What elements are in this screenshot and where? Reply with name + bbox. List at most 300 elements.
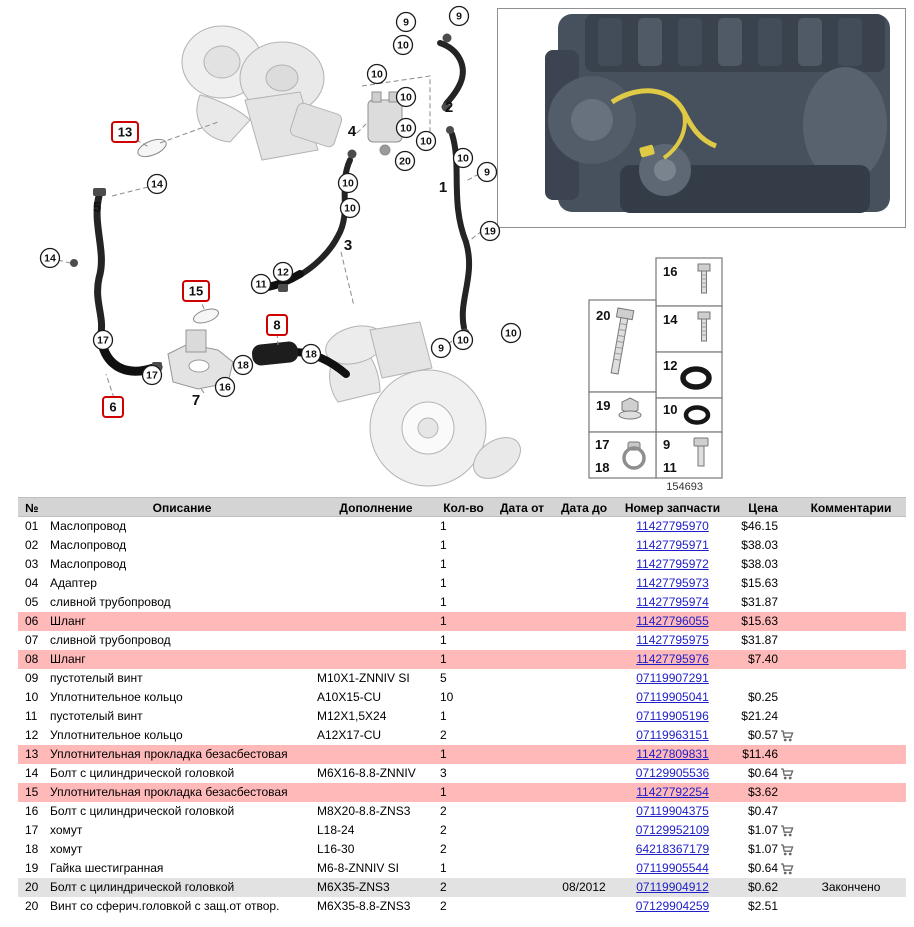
cell-supplement [316, 574, 436, 593]
legend-number: 14 [663, 312, 678, 327]
callout-label: 18 [237, 359, 249, 372]
cell-price: $0.25 [747, 690, 778, 704]
cell-date-to [553, 802, 615, 821]
cell-description: Шланг [50, 652, 86, 666]
cell-num: 03 [25, 557, 39, 571]
cart-slot-empty [778, 688, 796, 707]
add-to-cart-icon[interactable] [778, 821, 796, 840]
cell-num: 02 [25, 538, 39, 552]
cell-date-from [491, 764, 553, 783]
part-number-link[interactable]: 07119963151 [636, 728, 709, 742]
callout-10[interactable] [397, 119, 416, 138]
cell-comment [796, 650, 906, 669]
cell-description: Уплотнительное кольцо [50, 690, 183, 704]
legend-number: 10 [663, 402, 678, 417]
legend-number: 20 [596, 308, 611, 323]
column-header-date-from: Дата от [499, 501, 544, 515]
callout-label: 7 [191, 392, 201, 409]
part-number-link[interactable]: 11427795975 [636, 633, 709, 647]
column-header-qty: Кол-во [443, 501, 484, 515]
cell-date-to [553, 783, 615, 802]
callout-label: 19 [484, 225, 496, 238]
cell-supplement [316, 783, 436, 802]
cell-part-number [615, 631, 730, 650]
cell-date-to [553, 517, 615, 536]
cell-price: $15.63 [741, 576, 778, 590]
cell-part-number [615, 707, 730, 726]
cell-date-to [553, 574, 615, 593]
cell-date-to [553, 688, 615, 707]
cell-description: Уплотнительная прокладка безасбестовая [50, 785, 288, 799]
cell-date-to [553, 859, 615, 878]
cell-comment [796, 783, 906, 802]
cell-price: $0.64 [747, 766, 778, 780]
callout-label: 9 [484, 166, 490, 179]
table-row [18, 783, 906, 802]
table-row [18, 821, 906, 840]
cell-date-to [553, 593, 615, 612]
callout-10[interactable] [417, 132, 436, 151]
cell-part-number [615, 612, 730, 631]
cell-date-to [553, 669, 615, 688]
cell-description: хомут [50, 842, 83, 856]
cell-date-from [491, 897, 553, 916]
cell-date-from [491, 726, 553, 745]
callout-10[interactable] [454, 331, 473, 350]
cart-slot-empty [778, 631, 796, 650]
cell-supplement: M6X35-ZNS3 [317, 880, 390, 894]
callout-label: 10 [397, 39, 409, 52]
callout-3[interactable] [344, 237, 352, 254]
image-number: 154693 [666, 481, 703, 493]
table-row [18, 859, 906, 878]
table-row [18, 669, 906, 688]
column-header-num: № [25, 501, 39, 515]
cart-slot-empty [778, 517, 796, 536]
cell-date-from [491, 555, 553, 574]
callout-13[interactable] [112, 122, 138, 142]
part-number-link[interactable]: 07129952109 [635, 823, 710, 837]
cart-slot-empty [778, 897, 796, 916]
turbocharger-top-illustration [182, 26, 343, 160]
part-number-link[interactable]: 11427795971 [636, 538, 709, 552]
cell-supplement [316, 517, 436, 536]
cell-date-to [553, 840, 615, 859]
gasket-13 [135, 136, 168, 160]
turbocharger-bottom-illustration [321, 320, 528, 487]
callout-17[interactable] [94, 331, 113, 350]
callout-label: 10 [400, 91, 412, 104]
cell-date-to [553, 612, 615, 631]
cell-price: $1.07 [747, 823, 778, 837]
cell-qty: 1 [440, 633, 447, 647]
cell-date-from [491, 745, 553, 764]
callout-9[interactable] [450, 7, 469, 26]
cart-slot-empty [778, 536, 796, 555]
cell-comment [796, 555, 906, 574]
cell-description: Шланг [50, 614, 86, 628]
cell-date-from [491, 650, 553, 669]
cell-part-number [615, 726, 730, 745]
table-body [18, 517, 906, 916]
cell-supplement: M8X20-8.8-ZNS3 [317, 804, 411, 818]
add-to-cart-icon[interactable] [778, 859, 796, 878]
callout-label: 10 [342, 177, 354, 190]
cell-date-to [553, 555, 615, 574]
cell-date-from [491, 593, 553, 612]
callout-14[interactable] [148, 175, 167, 194]
cell-price: $11.46 [742, 747, 778, 761]
callout-label: 15 [188, 283, 204, 299]
cart-slot-empty [778, 574, 796, 593]
part-number-link[interactable]: 07119905196 [636, 709, 709, 723]
table-row [18, 726, 906, 745]
callout-9[interactable] [478, 163, 497, 182]
table-row [18, 650, 906, 669]
oil-hose-8 [251, 341, 299, 367]
cell-comment [796, 840, 906, 859]
callout-15[interactable] [183, 281, 209, 301]
callout-10[interactable] [339, 174, 358, 193]
cell-comment [796, 536, 906, 555]
callout-10[interactable] [397, 88, 416, 107]
cell-description: Болт с цилиндрической головкой [50, 766, 235, 780]
part-number-link[interactable]: 64218367179 [635, 842, 710, 856]
cell-num: 05 [25, 595, 39, 609]
callout-19[interactable] [481, 222, 500, 241]
cell-qty: 1 [440, 861, 447, 875]
cell-comment [796, 802, 906, 821]
part-number-link[interactable]: 11427795976 [636, 652, 709, 666]
legend-number: 11 [663, 460, 677, 475]
legend-number: 12 [663, 358, 678, 373]
callout-label: 10 [371, 68, 383, 81]
gasket-15 [192, 306, 220, 325]
cell-comment [796, 688, 906, 707]
callout-7[interactable] [192, 392, 200, 409]
legend-number: 19 [596, 398, 611, 413]
callout-label: 10 [457, 334, 469, 347]
cart-slot-empty [778, 707, 796, 726]
cell-supplement [316, 555, 436, 574]
cell-qty: 2 [440, 804, 447, 818]
table-row [18, 555, 906, 574]
callout-label: 3 [343, 237, 353, 254]
cell-num: 14 [25, 766, 39, 780]
part-number-link[interactable]: 11427795974 [636, 595, 709, 609]
cell-num: 01 [25, 519, 39, 533]
cell-description: пустотелый винт [50, 671, 143, 685]
table-row [18, 745, 906, 764]
table-row [18, 840, 906, 859]
cell-supplement: M6X16-8.8-ZNNIV [317, 766, 416, 780]
cell-comment [796, 574, 906, 593]
cell-price [730, 669, 778, 688]
cell-date-from [491, 859, 553, 878]
cell-part-number [615, 669, 730, 688]
part-number-link[interactable]: 07119904375 [636, 804, 709, 818]
cell-qty: 10 [440, 690, 454, 704]
cell-qty: 2 [440, 899, 447, 913]
cell-part-number [615, 840, 730, 859]
callout-4[interactable] [348, 123, 357, 140]
callout-10[interactable] [341, 199, 360, 218]
cell-price: $3.62 [747, 785, 778, 799]
cell-comment: Закончено [821, 880, 881, 894]
cell-description: сливной трубопровод [50, 595, 171, 609]
table-row [18, 802, 906, 821]
add-to-cart-icon[interactable] [778, 726, 796, 745]
cell-price: $15.63 [741, 614, 778, 628]
cart-slot-empty [778, 783, 796, 802]
callout-18[interactable] [302, 345, 321, 364]
cell-price: $0.64 [747, 861, 778, 875]
part-number-link[interactable]: 07119905544 [636, 861, 709, 875]
cell-num: 11 [25, 709, 38, 723]
callout-10[interactable] [394, 36, 413, 55]
cell-date-to: 08/2012 [562, 880, 606, 894]
callout-label: 5 [92, 199, 102, 216]
cell-supplement: M12X1,5X24 [317, 709, 387, 723]
cell-part-number [615, 897, 730, 916]
part-number-link[interactable]: 11427795972 [636, 557, 709, 571]
part-number-link[interactable]: 07129905536 [635, 766, 710, 780]
cell-num: 13 [25, 747, 39, 761]
callout-11[interactable] [252, 275, 271, 294]
cell-qty: 1 [440, 538, 447, 552]
part-number-link[interactable]: 07129904259 [635, 899, 710, 913]
cell-num: 04 [25, 576, 39, 590]
cell-part-number [615, 555, 730, 574]
callout-9[interactable] [397, 13, 416, 32]
cell-date-to [553, 745, 615, 764]
cell-description: Уплотнительное кольцо [50, 728, 183, 742]
cell-num: 08 [25, 652, 39, 666]
cell-part-number [615, 802, 730, 821]
cell-comment [796, 517, 906, 536]
part-number-link[interactable]: 11427809831 [636, 747, 709, 761]
callout-label: 6 [109, 399, 117, 415]
part-number-link[interactable]: 07119904912 [636, 880, 709, 894]
part-number-link[interactable]: 11427796055 [636, 614, 709, 628]
cell-part-number [615, 878, 730, 897]
cell-price: $38.03 [741, 538, 778, 552]
cell-supplement [316, 650, 436, 669]
callout-label: 4 [347, 123, 357, 140]
callout-16[interactable] [216, 378, 235, 397]
cell-comment [796, 669, 906, 688]
callout-label: 17 [146, 369, 158, 382]
cell-num: 09 [25, 671, 39, 685]
column-header-supplement: Дополнение [339, 501, 413, 515]
cell-num: 19 [25, 861, 39, 875]
cart-slot-empty [778, 593, 796, 612]
cell-comment [796, 707, 906, 726]
cell-part-number [615, 764, 730, 783]
callout-label: 1 [438, 179, 448, 196]
cell-date-from [491, 574, 553, 593]
cell-date-to [553, 650, 615, 669]
cell-qty: 1 [440, 747, 447, 761]
callout-label: 13 [117, 124, 133, 140]
add-to-cart-icon[interactable] [778, 764, 796, 783]
part-number-link[interactable]: 07119905041 [636, 690, 709, 704]
callout-6[interactable] [103, 397, 123, 417]
cell-qty: 5 [440, 671, 447, 685]
table-row [18, 593, 906, 612]
cell-comment [796, 897, 906, 916]
cell-supplement [316, 745, 436, 764]
callout-9[interactable] [432, 339, 451, 358]
hardware-legend [589, 258, 722, 493]
cell-date-from [491, 821, 553, 840]
cell-num: 06 [25, 614, 39, 628]
callout-label: 10 [420, 135, 432, 148]
cell-comment [796, 859, 906, 878]
cell-supplement: L18-24 [317, 823, 355, 837]
callout-8[interactable] [267, 315, 287, 335]
cell-num: 20 [25, 880, 39, 894]
cell-date-from [491, 783, 553, 802]
cell-price: $31.87 [741, 633, 778, 647]
cell-num: 07 [25, 633, 39, 647]
cell-description: хомут [50, 823, 83, 837]
cell-description: Адаптер [50, 576, 97, 590]
cell-comment [796, 764, 906, 783]
parts-table [18, 497, 906, 916]
callout-label: 20 [399, 155, 411, 168]
cell-date-to [553, 821, 615, 840]
cell-num: 10 [25, 690, 39, 704]
part-number-link[interactable]: 11427795973 [636, 576, 709, 590]
cell-qty: 1 [440, 519, 447, 533]
cell-num: 20 [25, 899, 39, 913]
table-row [18, 574, 906, 593]
callout-label: 18 [305, 348, 317, 361]
cell-description: Гайка шестигранная [50, 861, 164, 875]
cell-qty: 1 [440, 595, 447, 609]
cell-supplement: L16-30 [317, 842, 355, 856]
cell-description: сливной трубопровод [50, 633, 171, 647]
table-row [18, 878, 906, 897]
part-number-link[interactable]: 11427795970 [636, 519, 709, 533]
cell-date-from [491, 612, 553, 631]
callout-14[interactable] [41, 249, 60, 268]
cell-price: $46.15 [741, 519, 778, 533]
callout-label: 10 [457, 152, 469, 165]
cell-date-from [491, 707, 553, 726]
add-to-cart-icon[interactable] [778, 840, 796, 859]
cell-comment [796, 593, 906, 612]
cell-date-to [553, 764, 615, 783]
cell-description: Винт со сферич.головкой с защ.от отвор. [50, 899, 280, 913]
table-row [18, 707, 906, 726]
callout-12[interactable] [274, 263, 293, 282]
cart-slot-empty [778, 802, 796, 821]
cell-date-to [553, 897, 615, 916]
callout-18[interactable] [234, 356, 253, 375]
callout-label: 17 [97, 334, 109, 347]
cart-slot-empty [778, 745, 796, 764]
cell-price: $31.87 [741, 595, 778, 609]
cell-comment [796, 821, 906, 840]
callout-10[interactable] [502, 324, 521, 343]
cell-date-to [553, 707, 615, 726]
cell-date-from [491, 878, 553, 897]
callout-10[interactable] [368, 65, 387, 84]
cell-comment [796, 631, 906, 650]
column-header-comments: Комментарии [810, 501, 892, 515]
part-number-link[interactable]: 11427792254 [636, 785, 709, 799]
cell-description: Уплотнительная прокладка безасбестовая [50, 747, 288, 761]
cell-part-number [615, 536, 730, 555]
callout-17[interactable] [143, 366, 162, 385]
cell-price: $0.62 [747, 880, 778, 894]
callout-label: 9 [438, 342, 444, 355]
cell-qty: 1 [440, 652, 447, 666]
table-row [18, 612, 906, 631]
cell-price: $0.57 [747, 728, 778, 742]
cell-part-number [615, 688, 730, 707]
cell-price: $21.24 [741, 709, 778, 723]
legend-number: 17 [595, 437, 610, 452]
cell-num: 17 [25, 823, 39, 837]
cart-slot-empty [778, 555, 796, 574]
cell-description: Маслопровод [50, 538, 127, 552]
cell-price: $1.07 [747, 842, 778, 856]
cell-description: Болт с цилиндрической головкой [50, 804, 235, 818]
table-row [18, 517, 906, 536]
cell-part-number [615, 593, 730, 612]
callout-label: 2 [444, 99, 454, 116]
legend-number: 9 [663, 437, 671, 452]
cell-date-from [491, 802, 553, 821]
cell-qty: 3 [440, 766, 447, 780]
cell-qty: 2 [440, 880, 447, 894]
callout-2[interactable] [445, 99, 453, 116]
table-header [18, 497, 906, 517]
cell-num: 18 [25, 842, 39, 856]
callout-label: 14 [151, 178, 163, 191]
cell-comment [796, 612, 906, 631]
table-row [18, 764, 906, 783]
column-header-price: Цена [748, 501, 778, 515]
table-row [18, 536, 906, 555]
part-number-link[interactable]: 07119907291 [636, 671, 709, 685]
callout-1[interactable] [439, 179, 447, 196]
cell-price: $7.40 [747, 652, 778, 666]
callout-10[interactable] [454, 149, 473, 168]
cell-supplement [316, 631, 436, 650]
callout-label: 12 [277, 266, 289, 279]
cell-part-number [615, 859, 730, 878]
column-header-description: Описание [152, 501, 212, 515]
cell-qty: 1 [440, 785, 447, 799]
cell-qty: 1 [440, 614, 447, 628]
callout-5[interactable] [93, 199, 101, 216]
callout-20[interactable] [396, 152, 415, 171]
cell-supplement: M6X35-8.8-ZNS3 [317, 899, 411, 913]
legend-number: 16 [663, 264, 678, 279]
cell-date-from [491, 536, 553, 555]
callout-label: 10 [400, 122, 412, 135]
cell-comment [796, 745, 906, 764]
callout-label: 10 [344, 202, 356, 215]
column-header-part-number: Номер запчасти [624, 501, 721, 515]
oil-pipe-2 [440, 43, 463, 104]
legend-number: 18 [595, 460, 610, 475]
cell-date-to [553, 631, 615, 650]
